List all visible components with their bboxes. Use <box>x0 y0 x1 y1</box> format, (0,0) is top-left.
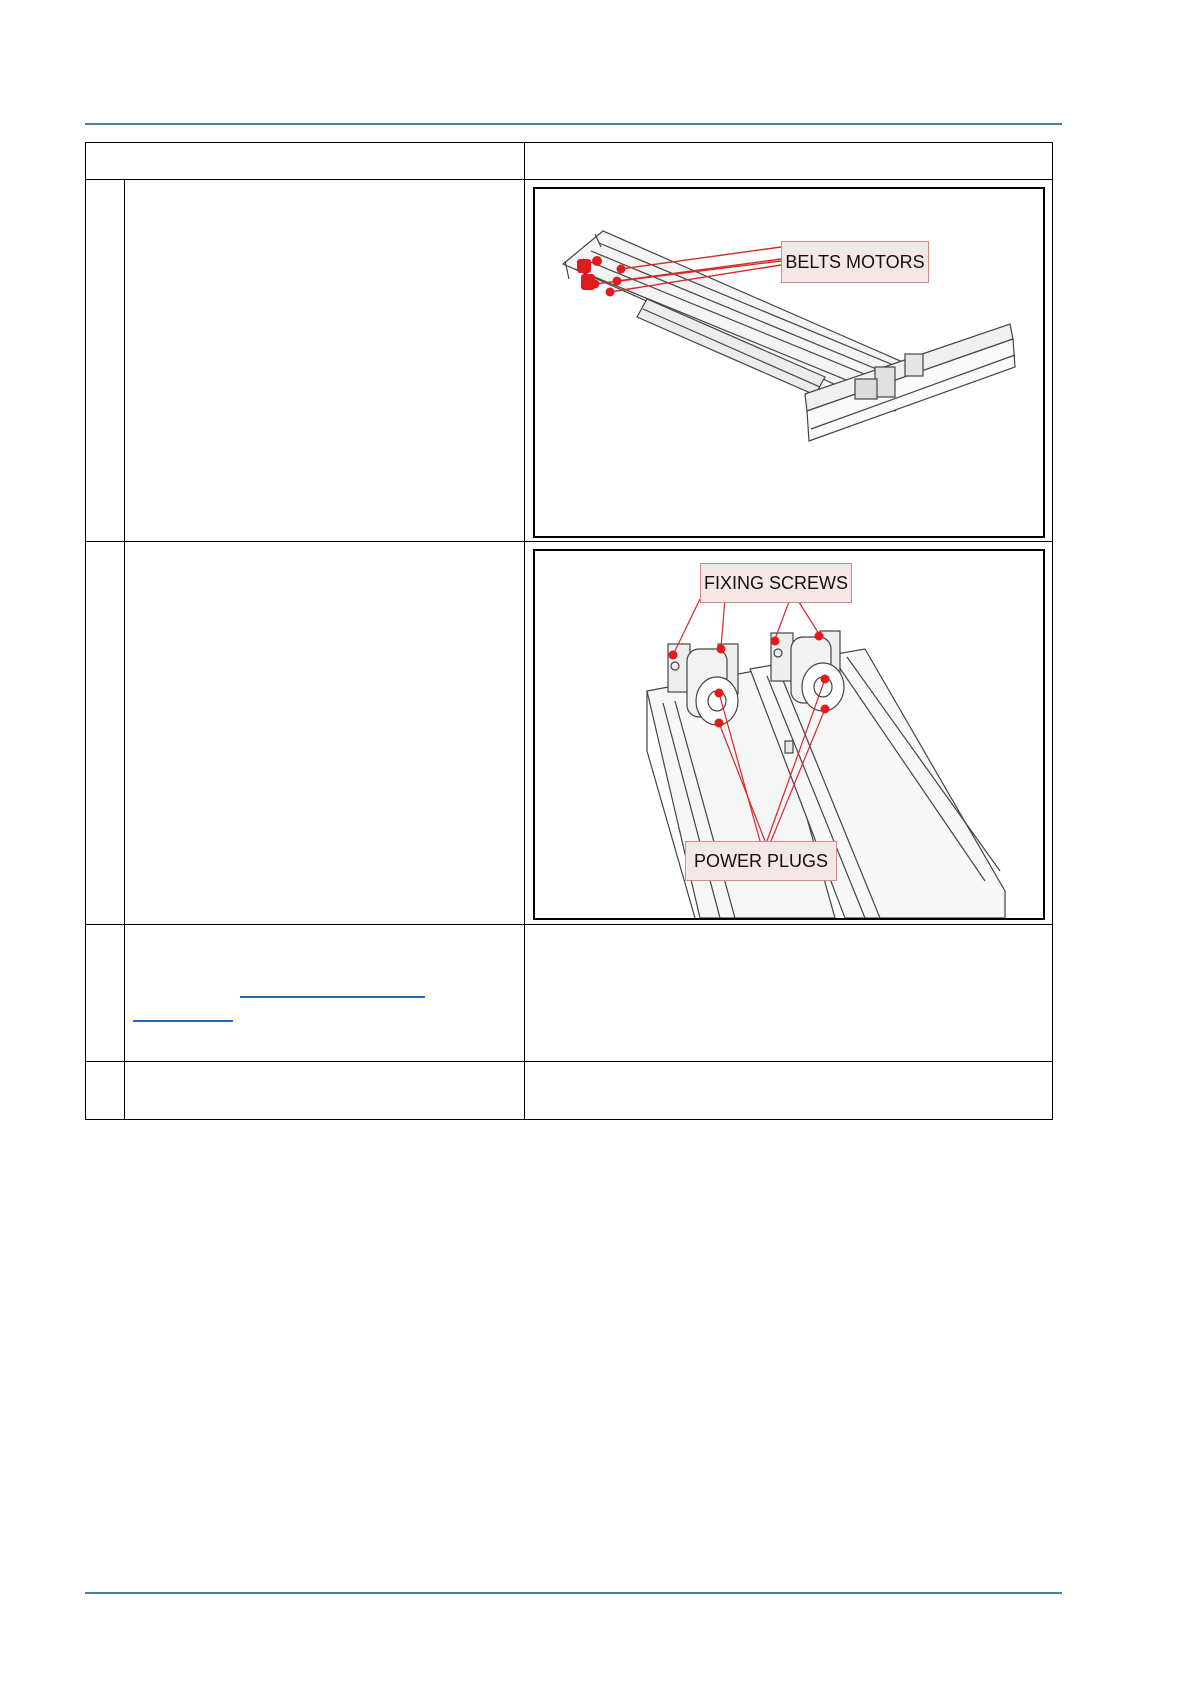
step-text-cell <box>125 180 525 542</box>
table-row <box>86 542 1053 925</box>
table-row <box>86 180 1053 542</box>
step-number-cell <box>86 180 125 542</box>
fixing-screws-figure <box>533 549 1045 920</box>
fixing-screws-callout: FIXING SCREWS <box>700 563 852 603</box>
belts-motors-figure <box>533 187 1045 538</box>
step-illustration-cell <box>525 925 1053 1062</box>
power-plugs-callout: POWER PLUGS <box>685 841 837 881</box>
header-cell-action <box>86 143 525 180</box>
procedure-table <box>85 142 1053 1120</box>
step-number-cell <box>86 1062 125 1120</box>
step-text-cell <box>125 1062 525 1120</box>
cross-reference-link[interactable] <box>240 996 425 998</box>
step-number-cell <box>86 542 125 925</box>
step-text-cell <box>125 925 525 1062</box>
header-rule <box>85 123 1062 125</box>
header-cell-illustration <box>525 143 1053 180</box>
cross-reference-link-continued[interactable] <box>133 1020 233 1022</box>
table-row <box>86 925 1053 1062</box>
belts-motors-callout: BELTS MOTORS <box>781 241 929 283</box>
table-row <box>86 1062 1053 1120</box>
step-number-cell <box>86 925 125 1062</box>
step-illustration-cell <box>525 180 1053 542</box>
step-illustration-cell <box>525 542 1053 925</box>
table-header-row <box>86 143 1053 180</box>
step-text-cell <box>125 542 525 925</box>
footer-rule <box>85 1592 1062 1594</box>
step-illustration-cell <box>525 1062 1053 1120</box>
